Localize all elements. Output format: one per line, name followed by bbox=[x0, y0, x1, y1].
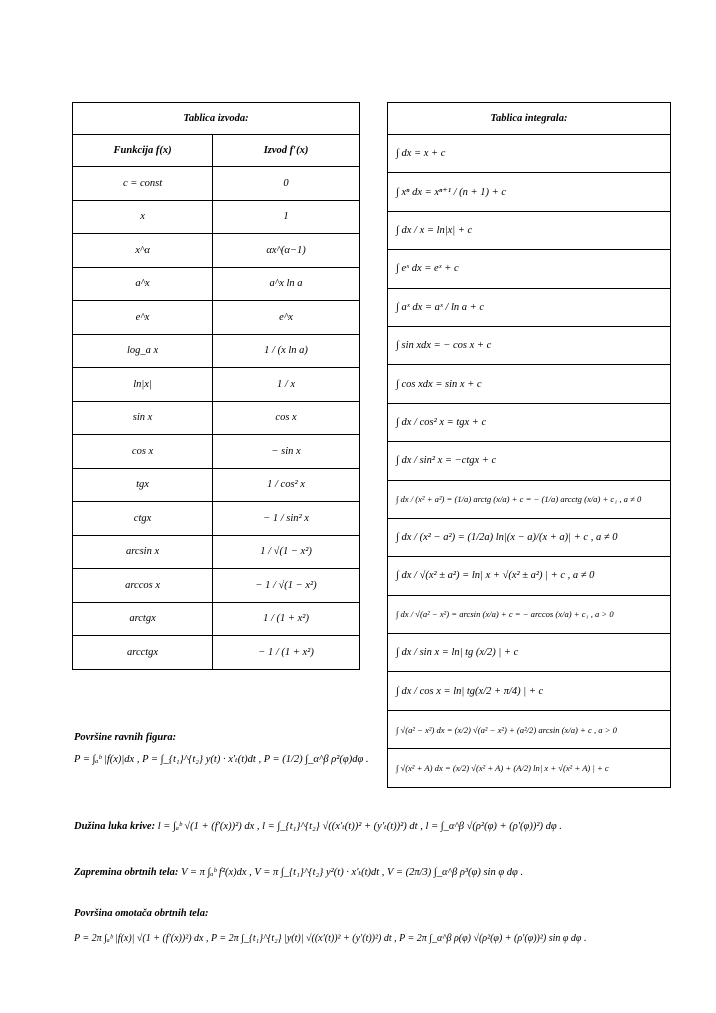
derivative-function: tgx bbox=[73, 468, 213, 502]
derivative-row bbox=[73, 535, 360, 569]
derivative-value: 1 / cos² x bbox=[213, 468, 360, 502]
derivative-value: − sin x bbox=[213, 435, 360, 469]
derivative-function: c = const bbox=[73, 167, 213, 201]
section-formula: l = ∫ₐᵇ √(1 + (f′(x))²) dx , l = ∫_{t₁}^{t₂} √((x′ₜ(t))² + (y′ₜ(t))²) dt , l = ∫_α^β √(ρ²(φ) + (ρ′(φ))²) dφ . bbox=[157, 821, 562, 832]
integral-row bbox=[388, 288, 671, 326]
derivative-row bbox=[73, 368, 360, 402]
derivative-function: e^x bbox=[73, 301, 213, 335]
derivative-function: log_a x bbox=[73, 334, 213, 368]
derivative-row bbox=[73, 435, 360, 469]
integral-row bbox=[388, 557, 671, 595]
col-derivative-header: Izvod f′(x) bbox=[213, 135, 360, 167]
derivative-value: 1 / x bbox=[213, 368, 360, 402]
derivative-row bbox=[73, 468, 360, 502]
derivative-row bbox=[73, 234, 360, 268]
derivative-row bbox=[73, 267, 360, 301]
derivative-row bbox=[73, 334, 360, 368]
derivative-function: sin x bbox=[73, 401, 213, 435]
derivatives-table bbox=[72, 102, 360, 670]
section-surface bbox=[74, 908, 674, 944]
derivative-function: arcsin x bbox=[73, 535, 213, 569]
section-formula: V = π ∫ₐᵇ f²(x)dx , V = π ∫_{t₁}^{t₂} y²(t) · x′ₜ(t)dt , V = (2π/3) ∫_α^β ρ³(φ) sin φ dφ . bbox=[181, 867, 524, 878]
integral-formula: ∫ dx / sin² x = −ctgx + c bbox=[388, 442, 671, 480]
integral-formula: ∫ dx / √(a² − x²) = arcsin (x/a) + c = − arccos (x/a) + c₁ , a > 0 bbox=[388, 595, 671, 633]
derivative-function: x^α bbox=[73, 234, 213, 268]
integral-formula: ∫ sin xdx = − cos x + c bbox=[388, 326, 671, 364]
section-formula: P = ∫ₐᵇ |f(x)|dx , P = ∫_{t₁}^{t₂} y(t) · x′ₜ(t)dt , P = (1/2) ∫_α^β ρ²(φ)dφ . bbox=[74, 754, 369, 765]
integral-formula: ∫ aˣ dx = aˣ / ln a + c bbox=[388, 288, 671, 326]
derivative-value: − 1 / (1 + x²) bbox=[213, 636, 360, 670]
derivative-function: ctgx bbox=[73, 502, 213, 536]
section-title: Zapremina obrtnih tela: bbox=[74, 867, 179, 878]
col-function-header: Funkcija f(x) bbox=[73, 135, 213, 167]
derivative-function: cos x bbox=[73, 435, 213, 469]
integral-formula: ∫ dx / (x² − a²) = (1/2a) ln|(x − a)/(x + a)| + c , a ≠ 0 bbox=[388, 518, 671, 556]
section-arc-length bbox=[74, 820, 562, 832]
derivative-value: 1 / (x ln a) bbox=[213, 334, 360, 368]
derivative-row bbox=[73, 301, 360, 335]
integral-formula: ∫ cos xdx = sin x + c bbox=[388, 365, 671, 403]
integral-row bbox=[388, 250, 671, 288]
integral-formula: ∫ eˣ dx = eˣ + c bbox=[388, 250, 671, 288]
derivative-row bbox=[73, 502, 360, 536]
integral-row bbox=[388, 135, 671, 173]
integrals-title: Tablica integrala: bbox=[388, 103, 671, 135]
integral-formula: ∫ dx / √(x² ± a²) = ln| x + √(x² ± a²) | + c , a ≠ 0 bbox=[388, 557, 671, 595]
derivative-value: cos x bbox=[213, 401, 360, 435]
integral-formula: ∫ dx / x = ln|x| + c bbox=[388, 211, 671, 249]
integral-row bbox=[388, 442, 671, 480]
derivative-row bbox=[73, 569, 360, 603]
derivative-row bbox=[73, 602, 360, 636]
section-volume bbox=[74, 866, 523, 878]
integral-formula: ∫ xⁿ dx = xⁿ⁺¹ / (n + 1) + c bbox=[388, 173, 671, 211]
derivative-value: a^x ln a bbox=[213, 267, 360, 301]
integral-formula: ∫ dx / cos² x = tgx + c bbox=[388, 403, 671, 441]
integral-row bbox=[388, 211, 671, 249]
section-title: Površine ravnih figura: bbox=[74, 732, 177, 743]
derivative-row bbox=[73, 636, 360, 670]
integral-row bbox=[388, 710, 671, 748]
derivative-function: ln|x| bbox=[73, 368, 213, 402]
derivative-function: a^x bbox=[73, 267, 213, 301]
section-formula: P = 2π ∫ₐᵇ |f(x)| √(1 + (f′(x))²) dx , P = 2π ∫_{t₁}^{t₂} |y(t)| √((x′(t))² + (y′(t))²) dt , P = 2π ∫_α^β ρ(φ) √(ρ²(φ) + (ρ′(φ))²) sin φ dφ . bbox=[74, 933, 587, 944]
section-area bbox=[74, 732, 369, 765]
derivative-function: arctgx bbox=[73, 602, 213, 636]
derivative-value: − 1 / sin² x bbox=[213, 502, 360, 536]
integral-formula: ∫ dx = x + c bbox=[388, 135, 671, 173]
derivative-function: arcctgx bbox=[73, 636, 213, 670]
integral-row bbox=[388, 173, 671, 211]
derivatives-title: Tablica izvoda: bbox=[73, 103, 360, 135]
derivative-value: 1 / √(1 − x²) bbox=[213, 535, 360, 569]
derivative-value: − 1 / √(1 − x²) bbox=[213, 569, 360, 603]
integral-row bbox=[388, 749, 671, 787]
integral-row bbox=[388, 365, 671, 403]
derivative-row bbox=[73, 401, 360, 435]
derivative-function: arccos x bbox=[73, 569, 213, 603]
integral-row bbox=[388, 403, 671, 441]
derivative-value: 1 bbox=[213, 200, 360, 234]
section-title: Površina omotača obrtnih tela: bbox=[74, 908, 209, 919]
integral-row bbox=[388, 518, 671, 556]
integral-row bbox=[388, 326, 671, 364]
integral-row bbox=[388, 480, 671, 518]
integral-row bbox=[388, 634, 671, 672]
integral-formula: ∫ √(a² − x²) dx = (x/2) √(a² − x²) + (a²/2) arcsin (x/a) + c , a > 0 bbox=[388, 710, 671, 748]
integral-formula: ∫ dx / cos x = ln| tg(x/2 + π/4) | + c bbox=[388, 672, 671, 710]
derivative-value: 0 bbox=[213, 167, 360, 201]
integral-formula: ∫ dx / (x² + a²) = (1/a) arctg (x/a) + c = − (1/a) arcctg (x/a) + c₁ , a ≠ 0 bbox=[388, 480, 671, 518]
derivative-value: e^x bbox=[213, 301, 360, 335]
integral-formula: ∫ √(x² + A) dx = (x/2) √(x² + A) + (A/2) ln| x + √(x² + A) | + c bbox=[388, 749, 671, 787]
section-title: Dužina luka krive: bbox=[74, 821, 156, 832]
integral-formula: ∫ dx / sin x = ln| tg (x/2) | + c bbox=[388, 634, 671, 672]
derivative-value: αx^(α−1) bbox=[213, 234, 360, 268]
derivative-row bbox=[73, 200, 360, 234]
derivative-function: x bbox=[73, 200, 213, 234]
integral-row bbox=[388, 595, 671, 633]
derivative-row bbox=[73, 167, 360, 201]
derivative-value: 1 / (1 + x²) bbox=[213, 602, 360, 636]
integrals-table bbox=[387, 102, 671, 788]
integral-row bbox=[388, 672, 671, 710]
